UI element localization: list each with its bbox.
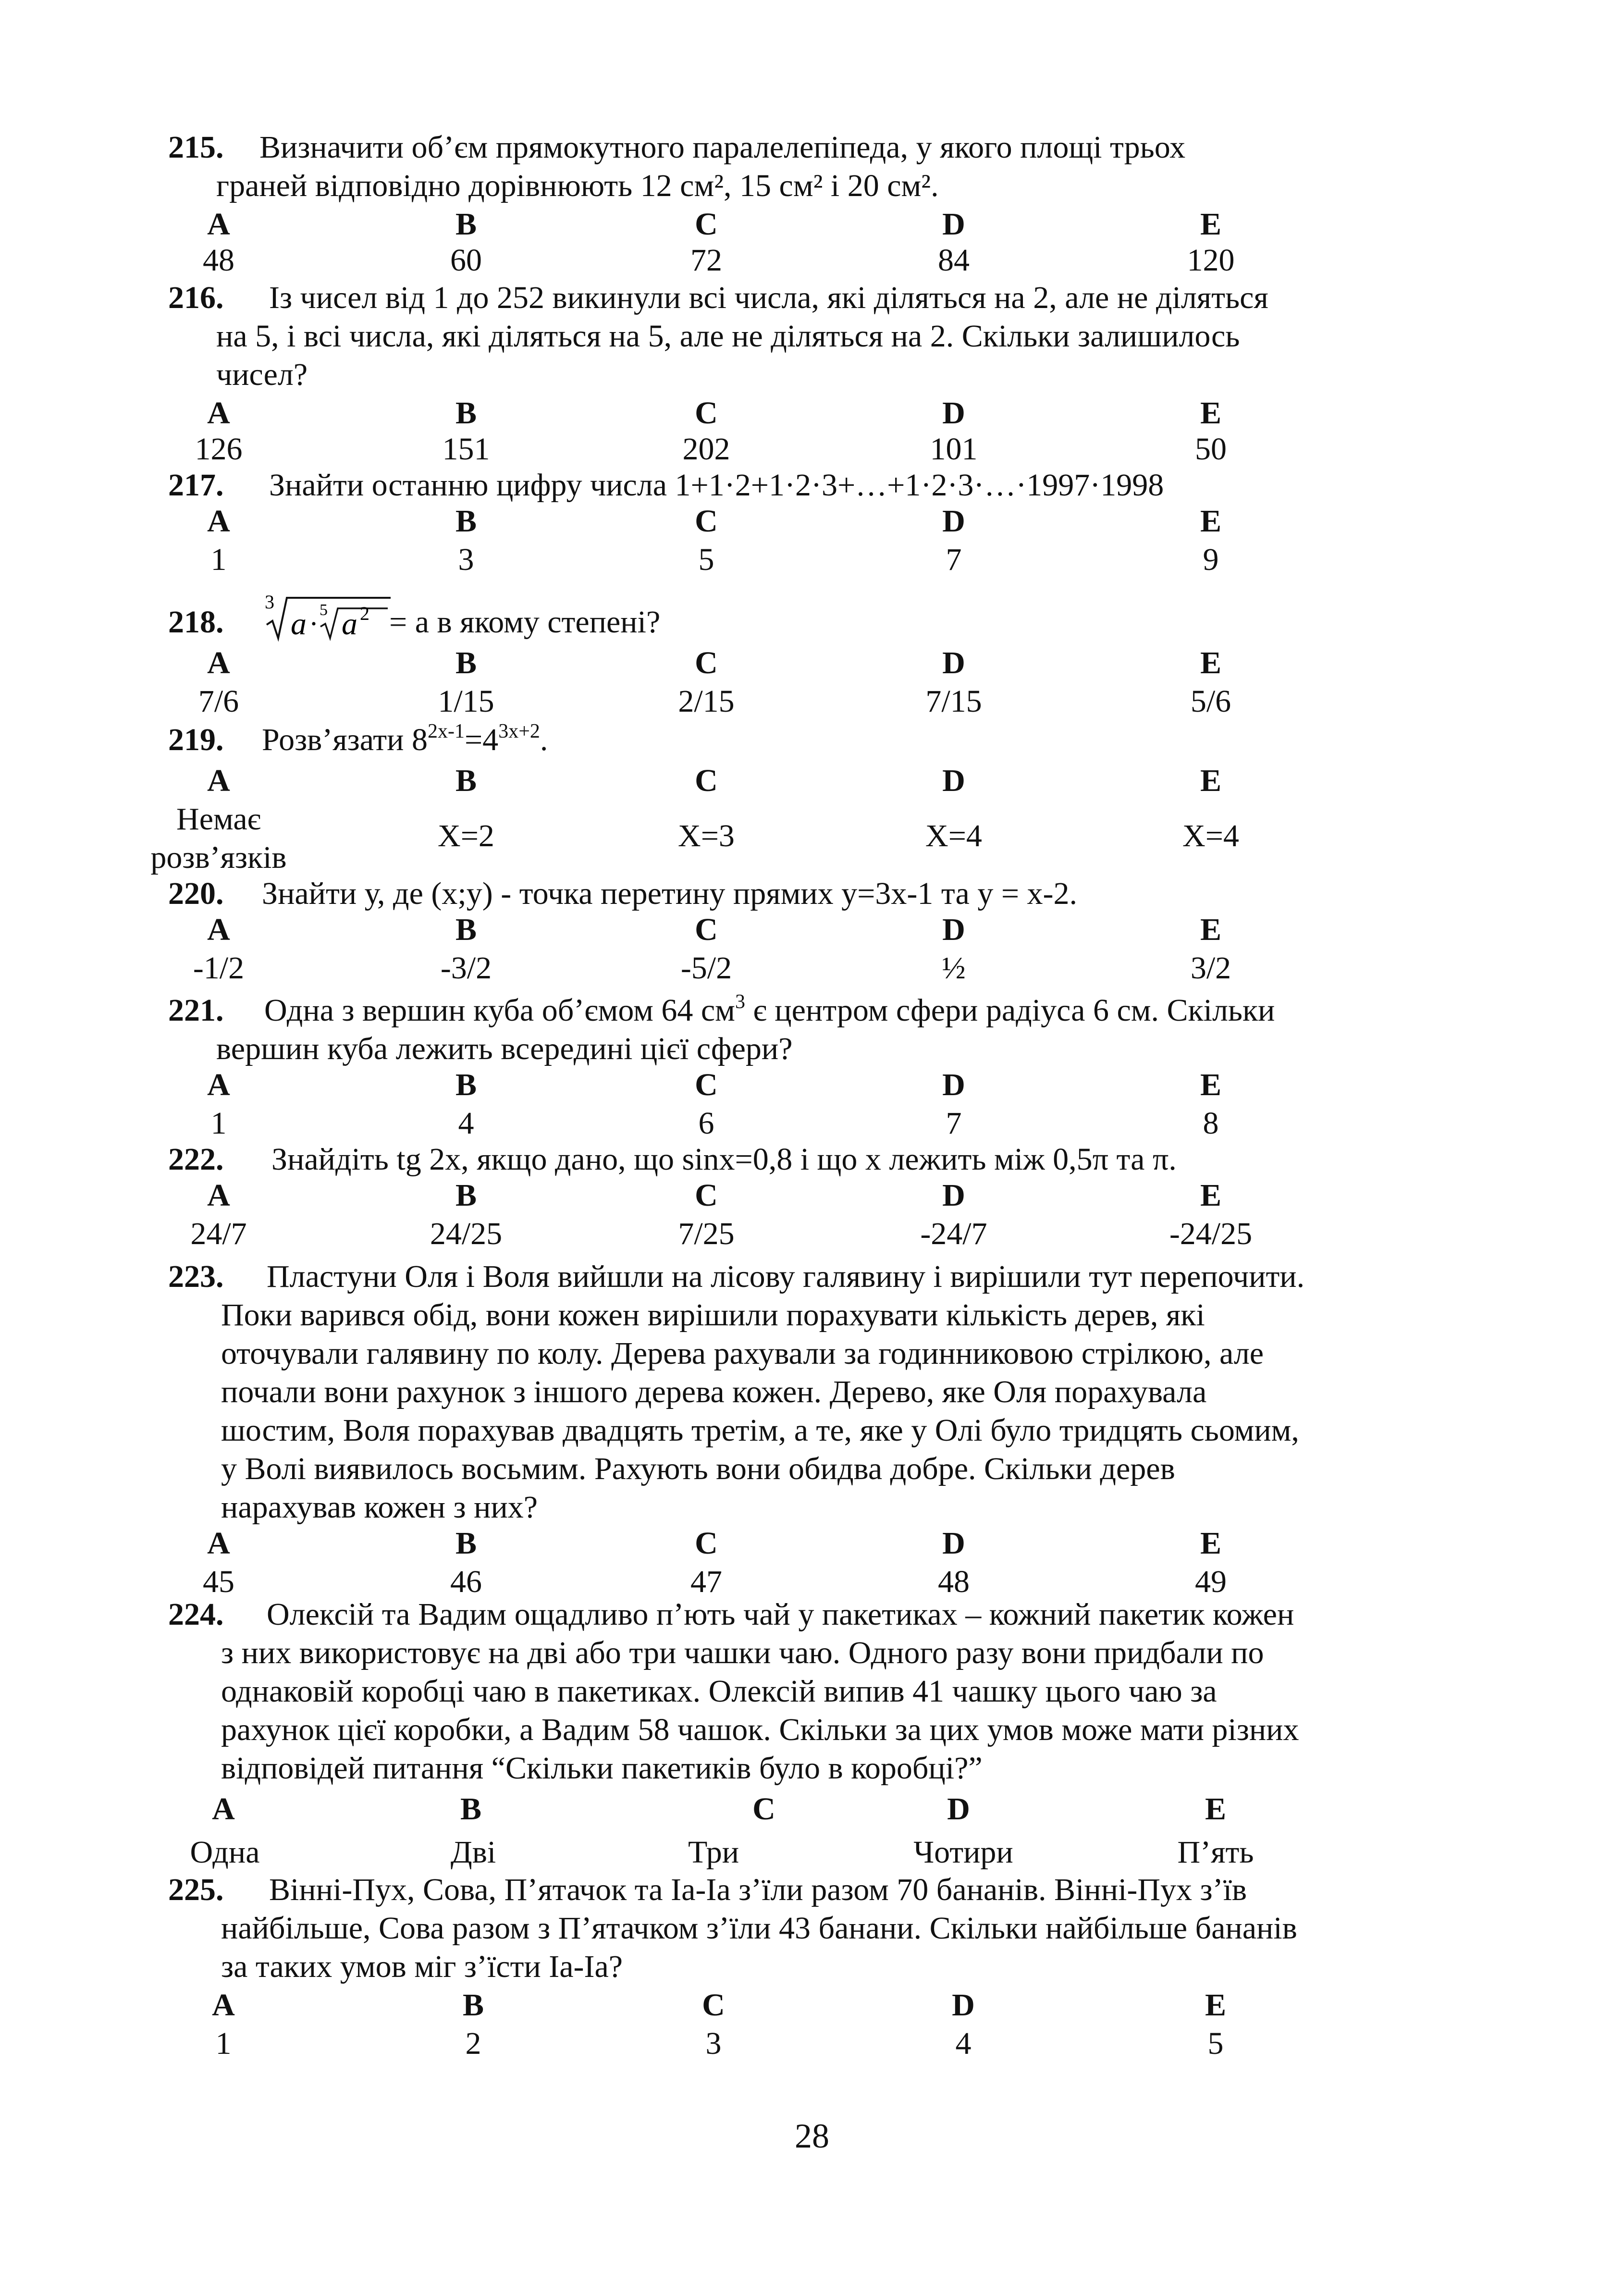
answer-values bbox=[0, 1104, 1624, 1143]
answer-e: 120 bbox=[1187, 243, 1235, 278]
question-line: відповідей питання “Скільки пакетиків було в коробці?” bbox=[221, 1751, 983, 1786]
answer-values bbox=[0, 430, 1624, 469]
label-b: B bbox=[455, 1526, 477, 1561]
answer-e: 50 bbox=[1195, 432, 1227, 467]
answer-e: 5/6 bbox=[1190, 684, 1231, 719]
label-a: A bbox=[207, 763, 230, 798]
question-line: оточували галявину по колу. Дерева рахували за годинниковою стрілкою, але bbox=[221, 1336, 1264, 1371]
label-e: E bbox=[1200, 1178, 1222, 1213]
answer-labels bbox=[0, 1176, 1624, 1215]
label-e: E bbox=[1200, 1526, 1222, 1561]
label-c: C bbox=[695, 504, 718, 539]
answer-b: 2 bbox=[465, 2026, 481, 2061]
label-c: C bbox=[695, 395, 718, 431]
answer-a: 1 bbox=[210, 542, 227, 577]
label-a: A bbox=[207, 1526, 230, 1561]
question-line: Одна з вершин куба об’ємом 64 $см^3$ є центром сфери радіуса 6 см. Скільки bbox=[264, 991, 1275, 1028]
answer-d: Чотири bbox=[913, 1835, 1013, 1870]
answer-labels bbox=[0, 1066, 1624, 1104]
problem-number: 223. bbox=[168, 1259, 224, 1294]
answer-c: 3 bbox=[705, 2026, 722, 2061]
question-line: шостим, Воля порахував двадцять третім, а те, яке у Олі було тридцять сьомим, bbox=[221, 1413, 1299, 1448]
problem-number: 216. bbox=[168, 280, 224, 315]
label-b: B bbox=[455, 1178, 477, 1213]
question-line: Знайти останню цифру числа 1+1·2+1·2·3+…+1·2·3·…·1997·1998 bbox=[269, 468, 1164, 503]
question-line: Розв’язати $8^{2x-1}=4^{3x+2}$. bbox=[262, 720, 548, 757]
label-a: A bbox=[212, 1988, 235, 2023]
radical-index-3: 3 bbox=[265, 591, 274, 613]
label-b: B bbox=[455, 763, 477, 798]
answer-c: 5 bbox=[698, 542, 714, 577]
question-line: Знайти у, де (х;у) - точка перетину прямих у=3х-1 та у = х-2. bbox=[262, 876, 1078, 911]
label-b: B bbox=[455, 1067, 477, 1102]
problem-number: 221. bbox=[168, 993, 224, 1028]
label-b: B bbox=[455, 207, 477, 242]
label-d: D bbox=[942, 504, 965, 539]
problem-number: 222. bbox=[168, 1142, 224, 1177]
label-d: D bbox=[942, 1526, 965, 1561]
label-c: C bbox=[695, 1067, 718, 1102]
label-e: E bbox=[1200, 912, 1222, 947]
answer-d: 84 bbox=[938, 243, 970, 278]
answer-values bbox=[0, 1833, 1624, 1872]
question-line: на 5, і всі числа, які діляться на 5, але не діляться на 2. Скільки залишилось bbox=[216, 319, 1240, 354]
label-b: B bbox=[455, 645, 477, 680]
label-e: E bbox=[1205, 1791, 1227, 1827]
problem-number: 224. bbox=[168, 1597, 224, 1632]
label-b: B bbox=[455, 504, 477, 539]
label-e: E bbox=[1200, 763, 1222, 798]
answer-d: 7 bbox=[946, 542, 962, 577]
answer-b: -3/2 bbox=[440, 951, 492, 986]
question-line: нарахував кожен з них? bbox=[221, 1490, 538, 1525]
question-line: граней відповідно дорівнюють 12 см², 15 см² і 20 см². bbox=[216, 168, 939, 203]
answer-labels bbox=[0, 644, 1624, 682]
answer-c: 47 bbox=[690, 1564, 722, 1599]
answer-b: 151 bbox=[442, 432, 490, 467]
answer-c: -5/2 bbox=[680, 951, 732, 986]
answer-a: Одна bbox=[190, 1835, 260, 1870]
answer-c: 2/15 bbox=[678, 684, 735, 719]
problem-number: 219. bbox=[168, 722, 224, 757]
label-d: D bbox=[947, 1791, 970, 1827]
answer-b: 1/15 bbox=[438, 684, 494, 719]
label-b: B bbox=[455, 912, 477, 947]
answer-labels bbox=[0, 502, 1624, 541]
answer-e: 5 bbox=[1207, 2026, 1224, 2061]
answer-values bbox=[0, 2025, 1624, 2063]
answer-a: 1 bbox=[210, 1106, 227, 1141]
answer-e: -24/25 bbox=[1169, 1216, 1253, 1251]
label-a: A bbox=[207, 645, 230, 680]
answer-a: 126 bbox=[195, 432, 243, 467]
label-c: C bbox=[695, 207, 718, 242]
answer-values bbox=[0, 682, 1624, 721]
answer-values bbox=[0, 949, 1624, 988]
label-c: C bbox=[702, 1988, 725, 2023]
label-c: C bbox=[695, 763, 718, 798]
expr-rest: = a в якому степені? bbox=[389, 605, 661, 640]
problem-number: 220. bbox=[168, 876, 224, 911]
answer-c: 7/25 bbox=[678, 1216, 735, 1251]
answer-e: 3/2 bbox=[1190, 951, 1231, 986]
answer-e: 9 bbox=[1203, 542, 1219, 577]
answer-d: 7/15 bbox=[925, 684, 982, 719]
answer-d: 4 bbox=[955, 2026, 972, 2061]
answer-a: 45 bbox=[203, 1564, 234, 1599]
question-line: Знайдіть tg 2х, якщо дано, що sinx=0,8 і що х лежить між 0,5π та π. bbox=[271, 1142, 1177, 1177]
question-line: Пластуни Оля і Воля вийшли на лісову галявину і вирішили тут перепочити. bbox=[267, 1259, 1305, 1294]
answer-a: 24/7 bbox=[190, 1216, 247, 1251]
problem-number: 215. bbox=[168, 130, 224, 165]
answer-d: X=4 bbox=[925, 818, 982, 853]
answer-d: 7 bbox=[946, 1106, 962, 1141]
label-d: D bbox=[942, 395, 965, 431]
label-a: A bbox=[207, 912, 230, 947]
answer-values bbox=[0, 541, 1624, 579]
answer-b: 3 bbox=[458, 542, 474, 577]
question-line: чисел? bbox=[216, 357, 308, 392]
answer-d: 101 bbox=[930, 432, 978, 467]
label-a: A bbox=[207, 1067, 230, 1102]
label-a: A bbox=[207, 504, 230, 539]
answer-labels bbox=[0, 762, 1624, 800]
answer-c: 72 bbox=[690, 243, 722, 278]
label-d: D bbox=[942, 1178, 965, 1213]
answer-b: 4 bbox=[458, 1106, 474, 1141]
answer-b: Дві bbox=[450, 1835, 496, 1870]
answer-a: -1/2 bbox=[193, 951, 245, 986]
answer-a: 1 bbox=[215, 2026, 232, 2061]
label-a: A bbox=[207, 395, 230, 431]
answer-c: X=3 bbox=[678, 818, 735, 853]
radical-index-5: 5 bbox=[320, 601, 328, 619]
label-e: E bbox=[1205, 1988, 1227, 2023]
label-c: C bbox=[695, 645, 718, 680]
answer-a-line1: Немає bbox=[176, 802, 261, 837]
answer-c: Три bbox=[688, 1835, 739, 1870]
answer-e: 8 bbox=[1203, 1106, 1219, 1141]
page-number: 28 bbox=[795, 2117, 829, 2155]
answer-a-line2: розв’язків bbox=[150, 840, 287, 875]
answer-labels bbox=[0, 1986, 1624, 2025]
label-e: E bbox=[1200, 1067, 1222, 1102]
question-line: Вінні-Пух, Сова, П’ятачок та Іа-Іа з’їли разом 70 бананів. Вінні-Пух з’їв bbox=[269, 1872, 1247, 1907]
question-line: почали вони рахунок з іншого дерева кожен. Дерево, яке Оля порахувала bbox=[221, 1374, 1207, 1409]
question-line: у Волі виявилось восьмим. Рахують вони обидва добре. Скільки дерев bbox=[221, 1451, 1175, 1486]
label-b: B bbox=[462, 1988, 484, 2023]
question-line: найбільше, Сова разом з П’ятачком з’їли 43 банани. Скільки найбільше бананів bbox=[221, 1911, 1297, 1946]
expr-dot: · bbox=[309, 608, 319, 640]
answer-labels bbox=[0, 1790, 1624, 1828]
question-line: за таких умов міг з’їсти Іа-Іа? bbox=[221, 1949, 623, 1984]
expr-a: a bbox=[291, 606, 307, 642]
answer-d: ½ bbox=[942, 951, 966, 986]
problem-number: 217. bbox=[168, 468, 224, 503]
answer-e: X=4 bbox=[1182, 818, 1239, 853]
question-line: Визначити об’єм прямокутного паралелепіпеда, у якого площі трьох bbox=[259, 130, 1186, 165]
answer-values bbox=[0, 817, 1624, 855]
expr-inner-a: a bbox=[342, 606, 357, 642]
answer-b: 60 bbox=[450, 243, 482, 278]
label-d: D bbox=[942, 645, 965, 680]
answer-values bbox=[0, 241, 1624, 280]
question-line: Поки варився обід, вони кожен вирішили порахувати кількість дерев, які bbox=[221, 1297, 1205, 1333]
answer-e: П’ять bbox=[1177, 1835, 1254, 1870]
label-d: D bbox=[942, 207, 965, 242]
question-line: Олексій та Вадим ощадливо п’ють чай у пакетиках – кожний пакетик кожен bbox=[267, 1597, 1294, 1632]
label-a: A bbox=[212, 1791, 235, 1827]
answer-c: 6 bbox=[698, 1106, 714, 1141]
label-d: D bbox=[942, 912, 965, 947]
label-c: C bbox=[695, 1526, 718, 1561]
answer-values bbox=[0, 1215, 1624, 1253]
question-line: Із чисел від 1 до 252 викинули всі числа, які діляться на 2, але не діляться bbox=[269, 280, 1268, 315]
answer-d: -24/7 bbox=[920, 1216, 987, 1251]
label-e: E bbox=[1200, 504, 1222, 539]
label-e: E bbox=[1200, 395, 1222, 431]
problem-number: 218. bbox=[168, 605, 224, 640]
answer-labels bbox=[0, 911, 1624, 949]
label-e: E bbox=[1200, 207, 1222, 242]
label-d: D bbox=[942, 1067, 965, 1102]
answer-b: X=2 bbox=[438, 818, 494, 853]
answer-a: 48 bbox=[203, 243, 234, 278]
answer-labels bbox=[0, 205, 1624, 244]
question-line: однаковій коробці чаю в пакетиках. Олексій випив 41 чашку цього чаю за bbox=[221, 1674, 1217, 1709]
expr-inner-pow: 2 bbox=[360, 603, 369, 624]
answer-a: 7/6 bbox=[198, 684, 239, 719]
label-b: B bbox=[455, 395, 477, 431]
answer-e: 49 bbox=[1195, 1564, 1227, 1599]
label-d: D bbox=[952, 1988, 975, 2023]
question-line: вершин куба лежить всередині цієї сфери? bbox=[216, 1031, 793, 1066]
label-c: C bbox=[695, 912, 718, 947]
answer-d: 48 bbox=[938, 1564, 970, 1599]
answer-b: 24/25 bbox=[430, 1216, 503, 1251]
label-c: C bbox=[752, 1791, 775, 1827]
label-b: B bbox=[460, 1791, 482, 1827]
question-line: з них використовує на дві або три чашки чаю. Одного разу вони придбали по bbox=[221, 1635, 1264, 1670]
question-line: рахунок цієї коробки, а Вадим 58 чашок. Скільки за цих умов може мати різних bbox=[221, 1712, 1299, 1747]
answer-b: 46 bbox=[450, 1564, 482, 1599]
answer-labels bbox=[0, 394, 1624, 432]
label-a: A bbox=[207, 1178, 230, 1213]
label-c: C bbox=[695, 1178, 718, 1213]
label-e: E bbox=[1200, 645, 1222, 680]
problem-number: 225. bbox=[168, 1872, 224, 1907]
answer-c: 202 bbox=[682, 432, 730, 467]
label-d: D bbox=[942, 763, 965, 798]
label-a: A bbox=[207, 207, 230, 242]
nested-radical-expression bbox=[262, 591, 406, 644]
answer-labels bbox=[0, 1524, 1624, 1563]
